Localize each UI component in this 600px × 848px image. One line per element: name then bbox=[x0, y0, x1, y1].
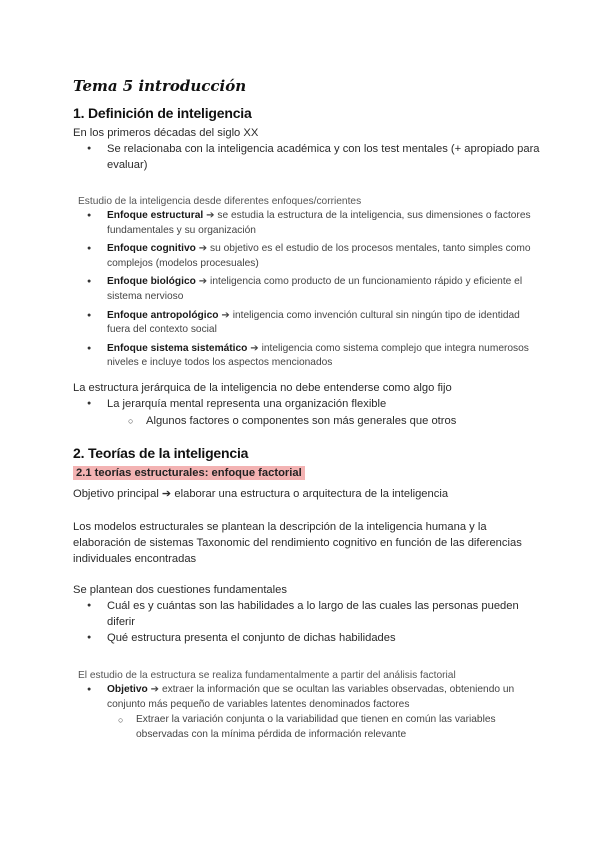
questions-intro: Se plantean dos cuestiones fundamentales bbox=[73, 584, 287, 596]
hierarchy-list bbox=[73, 396, 543, 412]
analysis-list bbox=[73, 683, 543, 716]
list-item: ● Qué estructura presenta el conjunto de dichas habilidades bbox=[73, 630, 543, 646]
analysis-sublist bbox=[108, 713, 528, 742]
approach-term: Enfoque estructural bbox=[107, 210, 204, 221]
list-item bbox=[73, 275, 543, 304]
section-1-intro: En los primeros décadas del siglo XX bbox=[73, 127, 259, 139]
section-2-heading: 2. Teorías de la inteligencia bbox=[73, 445, 249, 461]
hierarchy-intro: La estructura jerárquica de la inteligencia no debe entenderse como algo fijo bbox=[73, 382, 452, 394]
section-1-bullets bbox=[73, 141, 543, 173]
hierarchy-sublist bbox=[118, 413, 518, 429]
list-item bbox=[73, 309, 543, 338]
list-item: ● La jerarquía mental representa una organización flexible bbox=[73, 396, 543, 412]
approach-term: Enfoque antropológico bbox=[107, 309, 219, 321]
approach-text: ➔ su objetivo es el estudio de los procesos mentales, tanto simples como complejos (modelos procesuales) bbox=[107, 243, 531, 269]
approaches-intro: Estudio de la inteligencia desde diferentes enfoques/corrientes bbox=[78, 196, 362, 207]
models-line-3: individuales encontradas bbox=[73, 553, 197, 565]
approach-text: ➔ inteligencia como sistema complejo que integra numerosos niveles e incluye todos los aspectos mencionados bbox=[107, 342, 529, 369]
section-2-1-subheading: 2.1 teorías estructurales: enfoque factorial bbox=[73, 466, 305, 480]
questions-list bbox=[73, 598, 543, 646]
analysis-term: Objetivo bbox=[107, 684, 148, 695]
list-item bbox=[73, 209, 543, 238]
approach-text: ➔ inteligencia como invención cultural sin ningún tipo de identidad fuera del contexto social bbox=[107, 309, 520, 336]
models-line-2: elaboración de sistemas Taxonomic del rendimiento cognitivo en función de las diferencias bbox=[73, 537, 522, 549]
analysis-intro: El estudio de la estructura se realiza fundamentalmente a partir del análisis factorial bbox=[78, 670, 456, 681]
approach-term: Enfoque sistema sistemático bbox=[107, 342, 248, 354]
models-line-1: Los modelos estructurales se plantean la descripción de la inteligencia humana y la bbox=[73, 521, 487, 533]
section-1-heading: 1. Definición de inteligencia bbox=[73, 105, 252, 121]
list-item: ● Cuál es y cuántas son las habilidades a lo largo de las cuales las personas pueden diferir bbox=[73, 598, 543, 630]
objective-line: Objetivo principal ➔ elaborar una estructura o arquitectura de la inteligencia bbox=[73, 488, 449, 500]
approaches-list bbox=[73, 209, 543, 375]
list-item: ● Se relacionaba con la inteligencia académica y con los test mentales (+ apropiado para evaluar) bbox=[73, 141, 543, 173]
analysis-text: ➔ extraer la información que se ocultan las variables observadas, obteniendo un conjunto más pequeño de variables latentes denominados factores bbox=[107, 684, 515, 710]
approach-term: Enfoque biológico bbox=[107, 276, 196, 288]
list-item: ○ Extraer la variación conjunta o la variabilidad que tienen en común las variables observadas con la mínima pérdida de información relevante bbox=[108, 713, 528, 742]
approach-text: ➔ inteligencia como producto de un funcionamiento rápido y eficiente el sistema nervioso bbox=[107, 276, 523, 302]
list-item bbox=[73, 342, 543, 371]
document-title: Tema 5 introducción bbox=[73, 77, 247, 95]
list-item bbox=[73, 683, 543, 712]
list-item: ○ Algunos factores o componentes son más generales que otros bbox=[118, 413, 518, 429]
approach-term: Enfoque cognitivo bbox=[107, 243, 196, 255]
approach-text: ➔ se estudia la estructura de la inteligencia, sus dimensiones o factores fundamentales y su organización bbox=[107, 210, 531, 236]
list-item bbox=[73, 242, 543, 271]
